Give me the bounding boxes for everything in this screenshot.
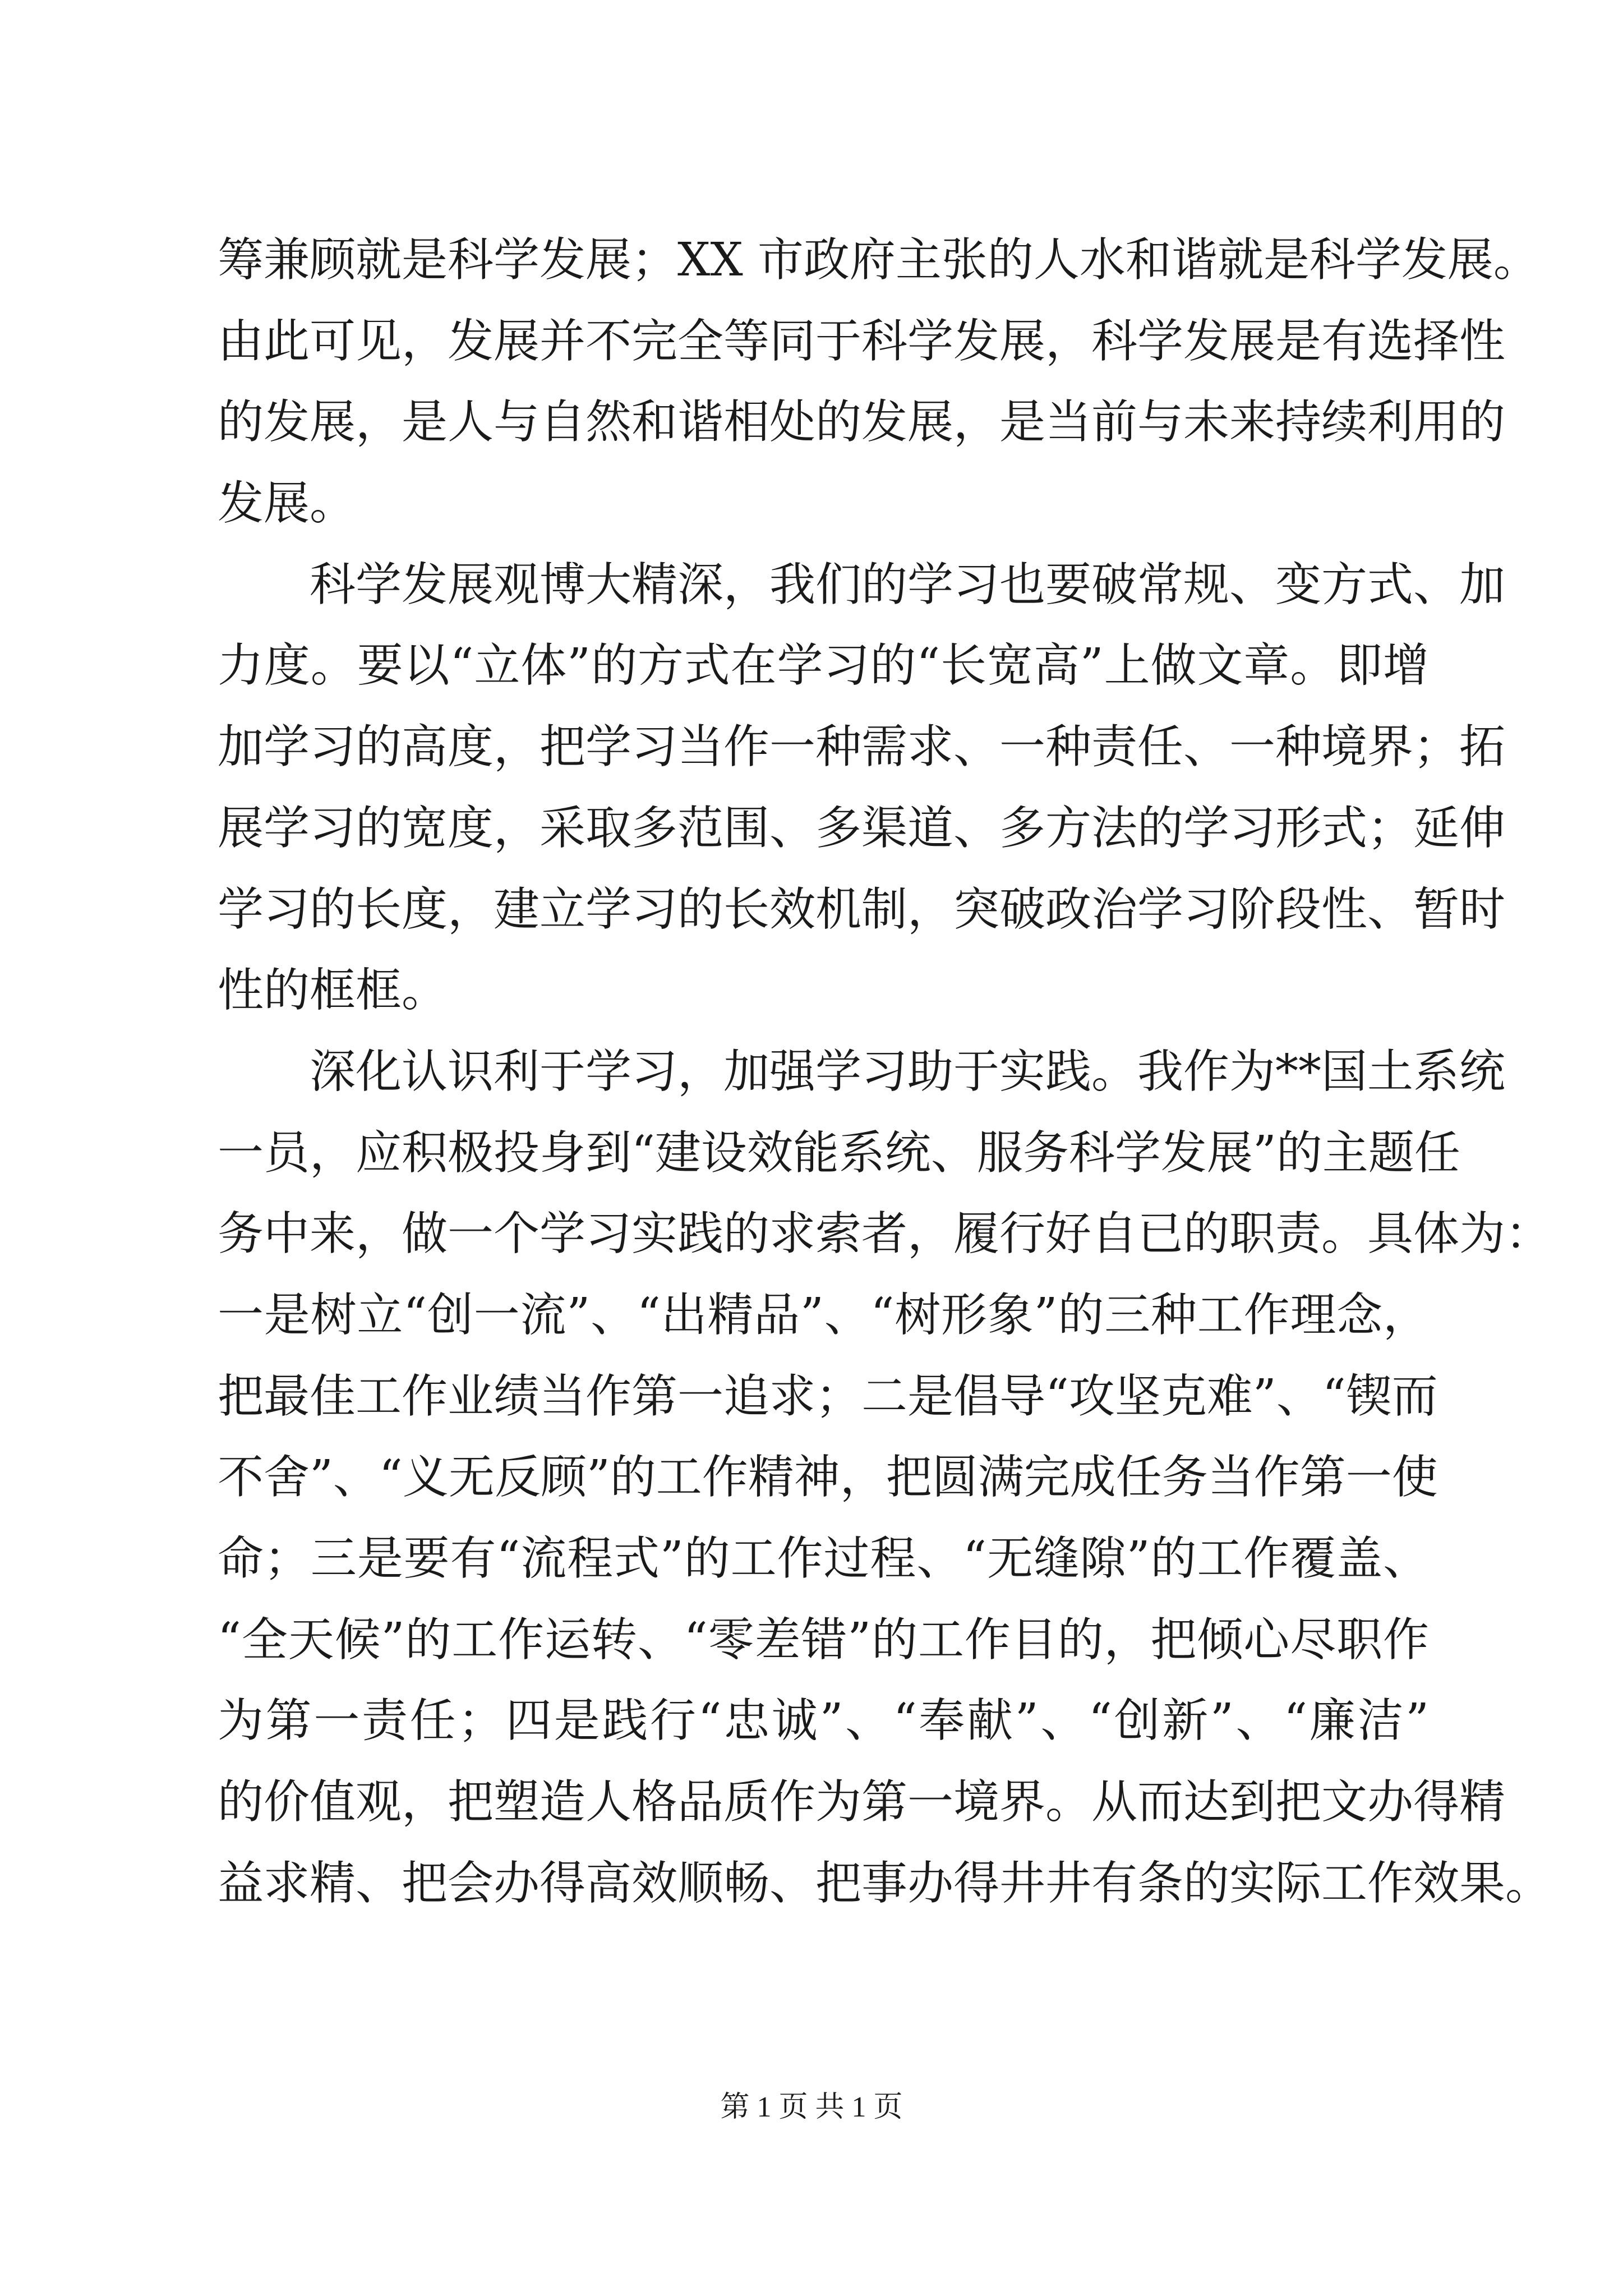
text-line: 科学发展观博大精深，我们的学习也要破常规、变方式、加 <box>218 558 1506 611</box>
text-line: “全天候”的工作运转、“零差错”的工作目的，把倾心尽职作 <box>218 1613 1429 1667</box>
text-line: 命；三是要有“流程式”的工作过程、“无缝隙”的工作覆盖、 <box>218 1532 1429 1585</box>
text-line: 一员，应积极投身到“建设效能系统、服务科学发展”的主题任 <box>218 1126 1460 1180</box>
text-line: 力度。要以“立体”的方式在学习的“长宽高”上做文章。即增 <box>218 639 1429 693</box>
page-footer: 第 1 页 共 1 页 <box>720 2091 903 2123</box>
text-line: 性的框框。 <box>218 964 448 1018</box>
text-line: 筹兼顾就是科学发展；XX 市政府主张的人水和谐就是科学发展。 <box>218 233 1539 287</box>
text-line: 把最佳工作业绩当作第一追求；二是倡导“攻坚克难”、“锲而 <box>218 1369 1438 1423</box>
text-line: 益求精、把会办得高效顺畅、把事办得井井有条的实际工作效果。 <box>218 1856 1552 1910</box>
text-line: 发展。 <box>218 477 356 531</box>
text-line: 务中来，做一个学习实践的求索者，履行好自已的职责。具体为： <box>218 1207 1552 1261</box>
text-line: 展学习的宽度，采取多范围、多渠道、多方法的学习形式；延伸 <box>218 801 1506 855</box>
text-line: 一是树立“创一流”、“出精品”、“树形象”的三种工作理念， <box>218 1288 1429 1342</box>
text-line: 的发展，是人与自然和谐相处的发展，是当前与未来持续利用的 <box>218 395 1506 449</box>
text-line: 加学习的高度，把学习当作一种需求、一种责任、一种境界；拓 <box>218 720 1506 774</box>
text-line: 为第一责任；四是践行“忠诚”、“奉献”、“创新”、“廉洁” <box>218 1694 1429 1748</box>
document-body <box>218 220 1552 1924</box>
text-line: 的价值观，把塑造人格品质作为第一境界。从而达到把文办得精 <box>218 1775 1506 1829</box>
text-line: 深化认识利于学习，加强学习助于实践。我作为**国土系统 <box>218 1045 1506 1098</box>
text-line: 学习的长度，建立学习的长效机制，突破政治学习阶段性、暂时 <box>218 882 1506 936</box>
text-line: 由此可见，发展并不完全等同于科学发展，科学发展是有选择性 <box>218 314 1506 368</box>
text-line: 不舍”、“义无反顾”的工作精神，把圆满完成任务当作第一使 <box>218 1451 1438 1504</box>
